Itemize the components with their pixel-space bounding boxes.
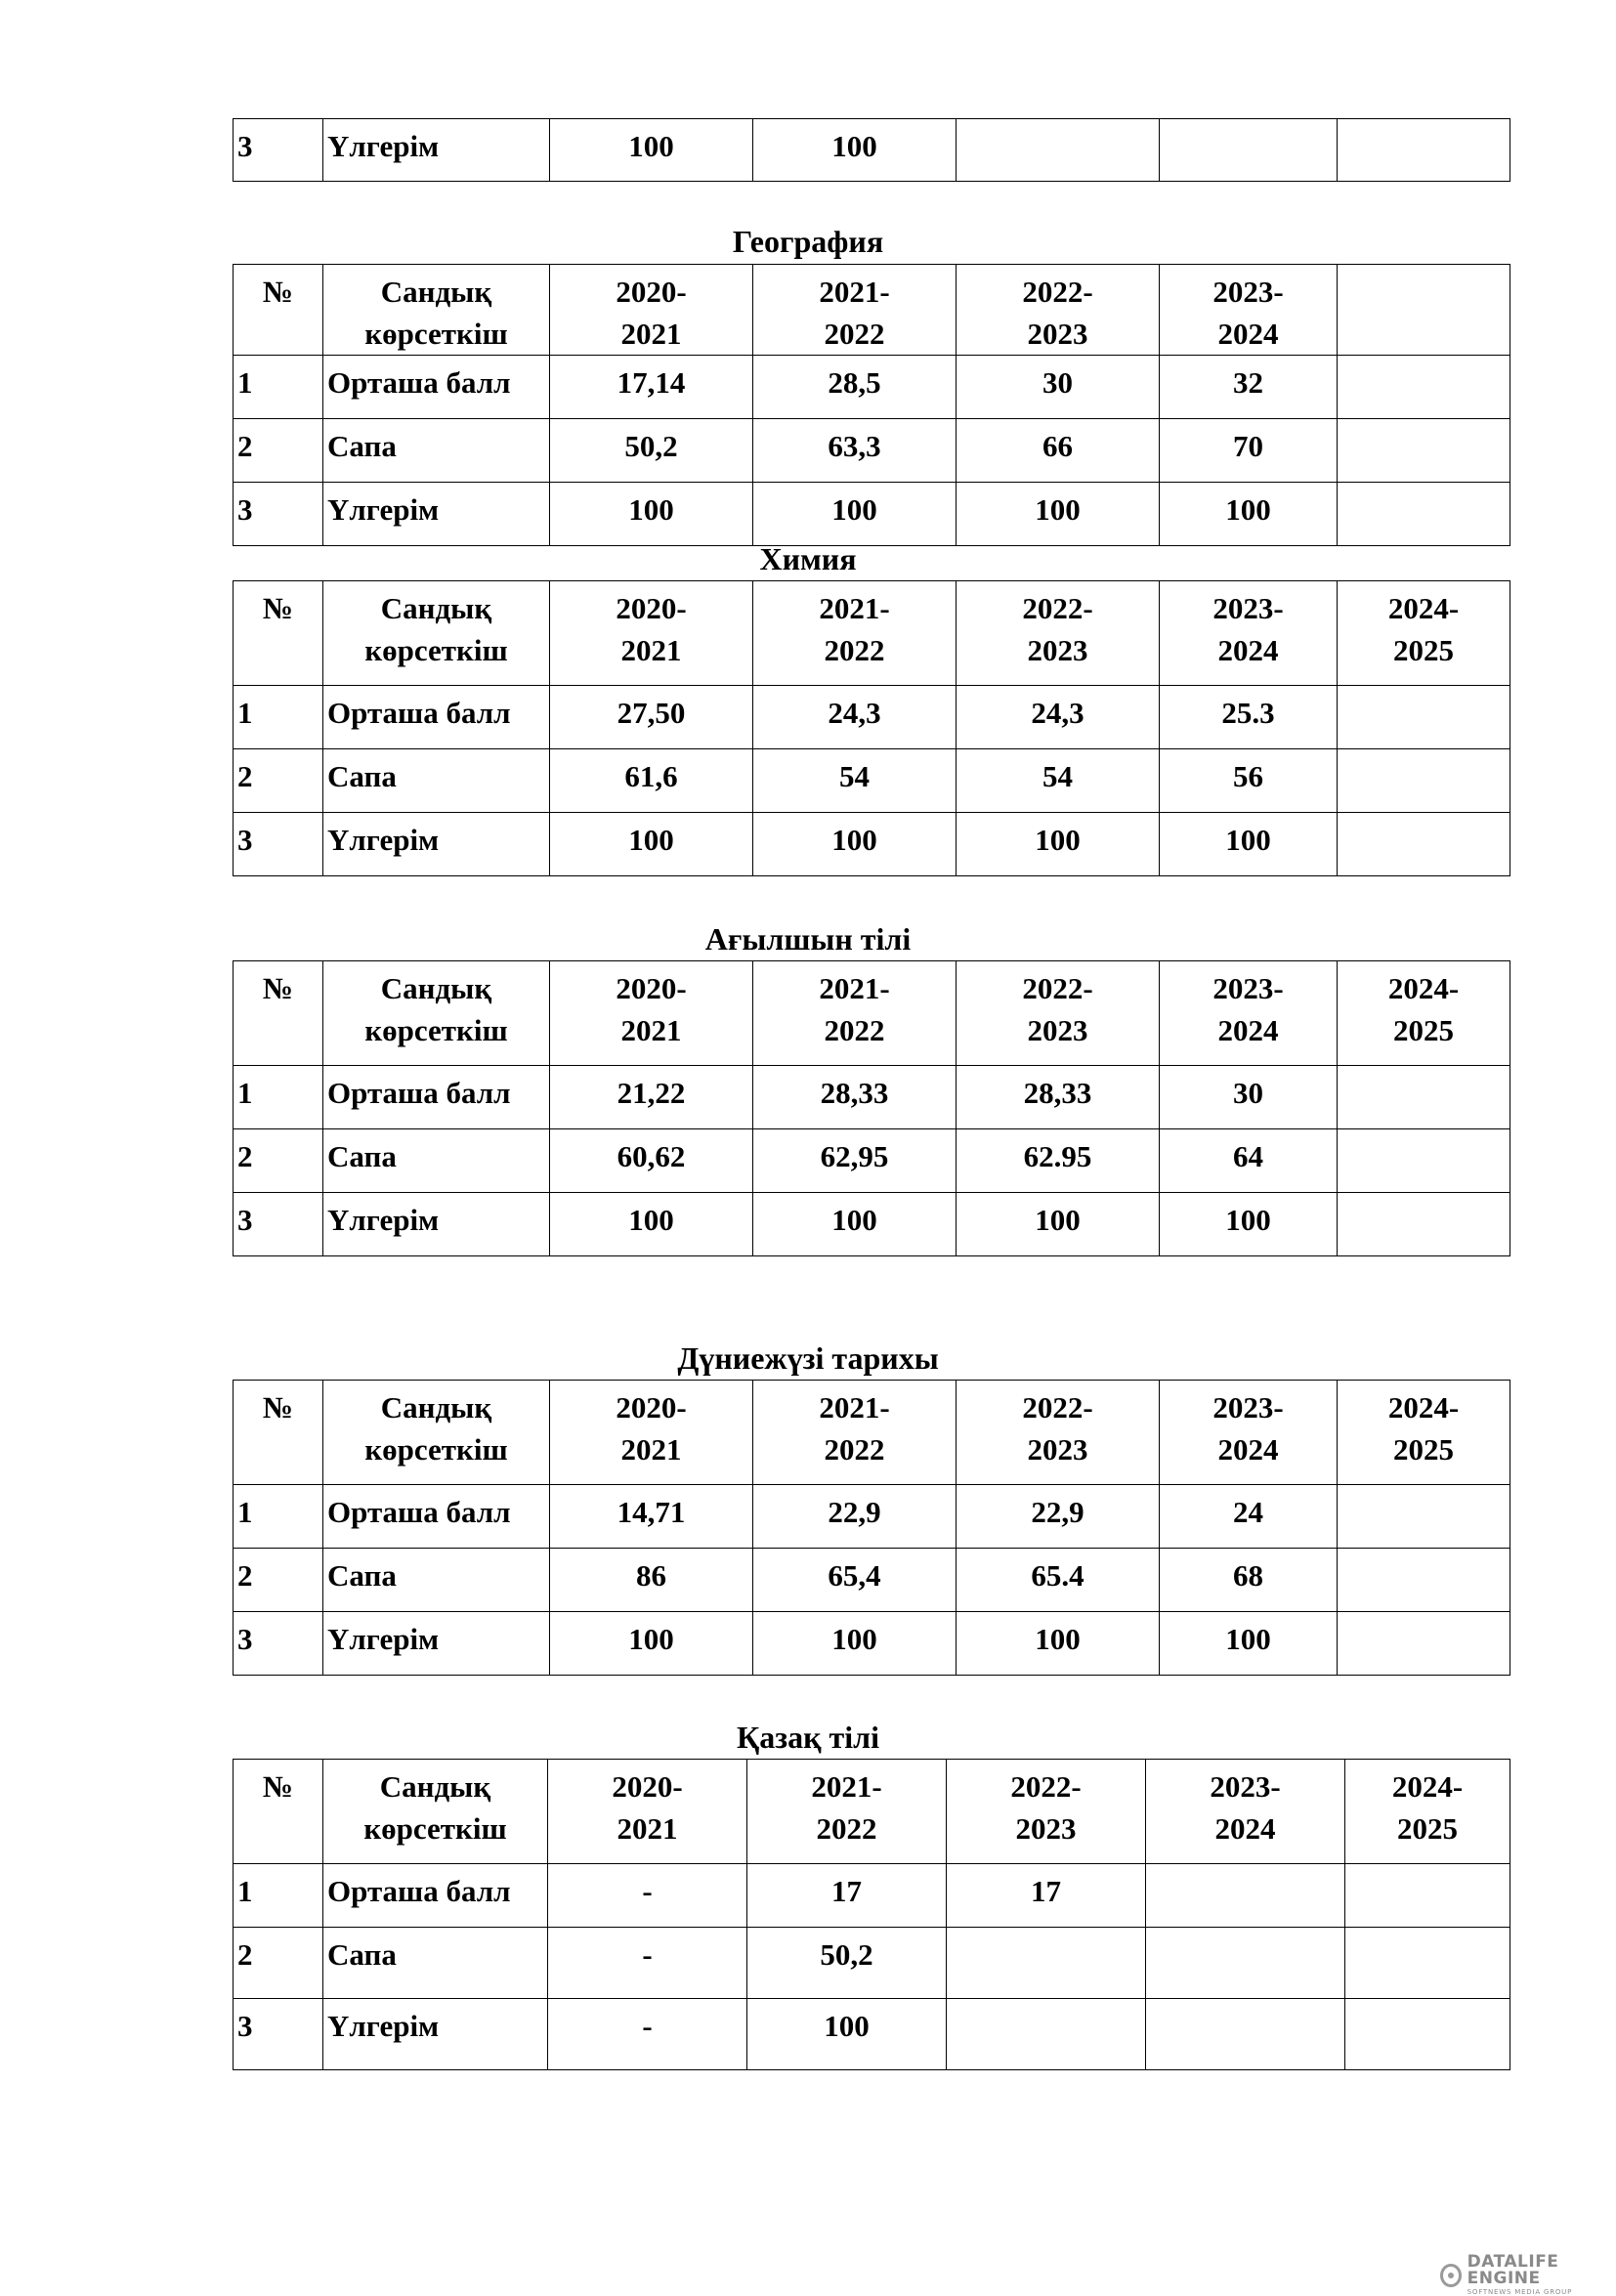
year-end: 2023: [1015, 1811, 1077, 1846]
year-start: 2021-: [819, 971, 890, 1005]
chemistry-table: [233, 580, 1510, 876]
row-label: Орташа балл: [323, 1485, 550, 1549]
year-end: 2022: [816, 1811, 877, 1846]
year-end: 2024: [1217, 633, 1279, 667]
cell-value: 100: [957, 483, 1160, 546]
cell-value: 66: [957, 419, 1160, 483]
cell-value: 60,62: [550, 1129, 753, 1193]
year-end: 2025: [1393, 1013, 1454, 1047]
header-label-line2: көрсеткіш: [364, 1432, 508, 1467]
header-year: [957, 581, 1160, 686]
cell-value: [1338, 1612, 1510, 1676]
row-number: 2: [234, 1549, 323, 1612]
header-label: [323, 581, 550, 686]
cell-value: 100: [753, 1193, 957, 1256]
cell-value: 25.3: [1160, 686, 1338, 749]
year-start: 2020-: [616, 591, 687, 625]
row-label: Сапа: [323, 419, 550, 483]
year-start: 2021-: [819, 1390, 890, 1424]
table-row: [234, 1485, 1510, 1549]
year-start: 2022-: [1022, 275, 1093, 309]
cell-value: 22,9: [753, 1485, 957, 1549]
cell-value: [1338, 686, 1510, 749]
year-start: 2023-: [1210, 1769, 1281, 1804]
header-year: [1338, 581, 1510, 686]
cell-value: [1338, 356, 1510, 419]
header-label-line2: көрсеткіш: [364, 1013, 508, 1047]
cell-value: 54: [753, 749, 957, 813]
header-label: [323, 1760, 548, 1864]
header-year: [1160, 581, 1338, 686]
header-number: №: [234, 1760, 323, 1864]
year-end: 2023: [1027, 1432, 1088, 1467]
year-start: 2021-: [819, 275, 890, 309]
year-end: 2024: [1217, 1432, 1279, 1467]
cell-value: 100: [550, 1612, 753, 1676]
row-label: Үлгерім: [323, 119, 550, 182]
header-year: [550, 265, 753, 356]
header-year: [548, 1760, 747, 1864]
cell-value: 56: [1160, 749, 1338, 813]
row-number: 2: [234, 1928, 323, 1999]
header-year: [550, 581, 753, 686]
cell-value: 27,50: [550, 686, 753, 749]
cell-value: [1345, 1864, 1510, 1928]
year-start: 2022-: [1022, 591, 1093, 625]
cell-value: 24: [1160, 1485, 1338, 1549]
year-start: 2024-: [1387, 971, 1460, 1005]
cell-value: [957, 119, 1160, 182]
year-start: 2020-: [616, 1390, 687, 1424]
cell-value: 100: [957, 1612, 1160, 1676]
cell-value: 64: [1160, 1129, 1338, 1193]
row-label: Үлгерім: [323, 1612, 550, 1676]
year-start: 2024-: [1391, 1769, 1464, 1804]
year-end: 2022: [824, 1432, 885, 1467]
cell-value: 50,2: [747, 1928, 947, 1999]
top-partial-table: [233, 118, 1510, 182]
cell-value: 100: [753, 813, 957, 876]
cell-value: 100: [957, 813, 1160, 876]
header-year-empty: [1338, 265, 1510, 356]
cell-value: [1338, 119, 1510, 182]
header-year: [550, 961, 753, 1066]
header-year: [1338, 961, 1510, 1066]
header-label-line1: Сандық: [379, 1769, 491, 1804]
year-end: 2021: [620, 633, 682, 667]
cell-value: 68: [1160, 1549, 1338, 1612]
header-year: [753, 581, 957, 686]
header-label-line1: Сандық: [380, 591, 492, 625]
cell-value: 61,6: [550, 749, 753, 813]
cell-value: 28,33: [957, 1066, 1160, 1129]
header-label: [323, 1381, 550, 1485]
header-label: [323, 265, 550, 356]
row-number: 3: [234, 813, 323, 876]
cell-value: 32: [1160, 356, 1338, 419]
header-row: [234, 961, 1510, 1066]
row-number: 3: [234, 483, 323, 546]
cell-value: [1338, 1193, 1510, 1256]
header-year: [753, 1381, 957, 1485]
row-label: Сапа: [323, 1129, 550, 1193]
header-year: [1345, 1760, 1510, 1864]
cell-value: [947, 1928, 1146, 1999]
year-end: 2024: [1214, 1811, 1276, 1846]
cell-value: 100: [753, 119, 957, 182]
year-end: 2023: [1027, 633, 1088, 667]
table-row: [234, 483, 1510, 546]
year-end: 2023: [1027, 1013, 1088, 1047]
watermark-sub-text: SOFTNEWS MEDIA GROUP: [1467, 2288, 1573, 2296]
row-number: 2: [234, 749, 323, 813]
cell-value: [1160, 119, 1338, 182]
year-end: 2024: [1217, 317, 1279, 351]
row-number: 1: [234, 1066, 323, 1129]
row-number: 2: [234, 1129, 323, 1193]
table-row: [234, 686, 1510, 749]
year-end: 2025: [1393, 1432, 1454, 1467]
cell-value: 100: [550, 119, 753, 182]
table-row: [234, 419, 1510, 483]
row-number: 2: [234, 419, 323, 483]
cell-value: 100: [747, 1999, 947, 2070]
row-number: 1: [234, 1485, 323, 1549]
year-end: 2022: [824, 317, 885, 351]
year-start: 2020-: [616, 971, 687, 1005]
cell-value: 28,33: [753, 1066, 957, 1129]
row-number: 3: [234, 119, 323, 182]
header-year: [1146, 1760, 1345, 1864]
english-table: [233, 960, 1510, 1256]
cell-value: 100: [1160, 1193, 1338, 1256]
year-start: 2023-: [1212, 1390, 1284, 1424]
year-start: 2023-: [1212, 275, 1284, 309]
cell-value: -: [548, 1999, 747, 2070]
watermark-text: [1467, 2254, 1616, 2296]
header-year: [753, 961, 957, 1066]
header-label-line2: көрсеткіш: [363, 1811, 507, 1846]
year-start: 2024-: [1387, 1390, 1460, 1424]
header-label-line1: Сандық: [380, 971, 492, 1005]
cell-value: 54: [957, 749, 1160, 813]
header-number: №: [234, 1381, 323, 1485]
cell-value: 86: [550, 1549, 753, 1612]
table-row: [234, 1129, 1510, 1193]
row-label: Сапа: [323, 1549, 550, 1612]
table-row: [234, 1999, 1510, 2070]
cell-value: 30: [1160, 1066, 1338, 1129]
table-row: [234, 1612, 1510, 1676]
cell-value: 50,2: [550, 419, 753, 483]
cell-value: [1338, 1129, 1510, 1193]
cell-value: -: [548, 1864, 747, 1928]
row-number: 3: [234, 1193, 323, 1256]
table-row: [234, 813, 1510, 876]
header-number: №: [234, 961, 323, 1066]
row-label: Орташа балл: [323, 356, 550, 419]
row-label: Орташа балл: [323, 686, 550, 749]
header-label-line2: көрсеткіш: [364, 633, 508, 667]
year-end: 2025: [1393, 633, 1454, 667]
header-row: [234, 1381, 1510, 1485]
year-end: 2024: [1217, 1013, 1279, 1047]
cell-value: [1338, 1066, 1510, 1129]
table-row: [234, 1549, 1510, 1612]
section-title-world-history: Дүниежүзі тарихы: [677, 1340, 939, 1376]
table-row: [234, 356, 1510, 419]
table-row: [234, 1928, 1510, 1999]
table-row: [234, 1864, 1510, 1928]
table-row: [234, 1193, 1510, 1256]
cell-value: 100: [753, 483, 957, 546]
header-row: [234, 581, 1510, 686]
year-start: 2023-: [1212, 591, 1284, 625]
datalife-engine-logo-icon: [1440, 2264, 1462, 2287]
header-label-line2: көрсеткіш: [364, 317, 508, 351]
cell-value: 70: [1160, 419, 1338, 483]
year-start: 2022-: [1022, 1390, 1093, 1424]
header-year: [1338, 1381, 1510, 1485]
year-end: 2022: [824, 633, 885, 667]
geography-table: [233, 264, 1510, 546]
header-year: [1160, 1381, 1338, 1485]
section-title-geography: География: [732, 224, 884, 259]
row-label: Үлгерім: [323, 813, 550, 876]
watermark: [1440, 2254, 1616, 2296]
row-label: Үлгерім: [323, 1999, 548, 2070]
year-end: 2021: [620, 317, 682, 351]
header-label-line1: Сандық: [380, 275, 492, 309]
cell-value: 30: [957, 356, 1160, 419]
cell-value: 17: [947, 1864, 1146, 1928]
header-year: [753, 265, 957, 356]
header-year: [957, 265, 1160, 356]
year-end: 2021: [620, 1013, 682, 1047]
year-end: 2021: [620, 1432, 682, 1467]
row-number: 1: [234, 686, 323, 749]
header-year: [550, 1381, 753, 1485]
cell-value: 100: [550, 1193, 753, 1256]
header-label: [323, 961, 550, 1066]
cell-value: [1338, 1485, 1510, 1549]
cell-value: 100: [1160, 813, 1338, 876]
cell-value: [1338, 483, 1510, 546]
year-start: 2024-: [1387, 591, 1460, 625]
row-number: 1: [234, 1864, 323, 1928]
row-label: Орташа балл: [323, 1066, 550, 1129]
cell-value: [1345, 1999, 1510, 2070]
header-year: [957, 961, 1160, 1066]
cell-value: 17,14: [550, 356, 753, 419]
cell-value: 17: [747, 1864, 947, 1928]
row-number: 1: [234, 356, 323, 419]
cell-value: [1338, 1549, 1510, 1612]
cell-value: 100: [550, 813, 753, 876]
row-number: 3: [234, 1612, 323, 1676]
cell-value: 21,22: [550, 1066, 753, 1129]
cell-value: 14,71: [550, 1485, 753, 1549]
year-end: 2021: [617, 1811, 678, 1846]
watermark-main-text: DATALIFE ENGINE: [1467, 2252, 1559, 2288]
year-start: 2021-: [811, 1769, 882, 1804]
world-history-table: [233, 1380, 1510, 1676]
year-start: 2023-: [1212, 971, 1284, 1005]
header-number: №: [234, 581, 323, 686]
kazakh-table: [233, 1759, 1510, 2070]
cell-value: [1338, 813, 1510, 876]
header-row: [234, 1760, 1510, 1864]
section-title-kazakh: Қазақ тілі: [737, 1720, 879, 1755]
table-row: [234, 749, 1510, 813]
table-row: [234, 119, 1510, 182]
cell-value: -: [548, 1928, 747, 1999]
row-label: Сапа: [323, 749, 550, 813]
header-year: [947, 1760, 1146, 1864]
header-number: №: [234, 265, 323, 356]
cell-value: 100: [1160, 1612, 1338, 1676]
header-year: [1160, 265, 1338, 356]
cell-value: [1146, 1928, 1345, 1999]
cell-value: [1338, 749, 1510, 813]
cell-value: [1146, 1864, 1345, 1928]
cell-value: [1146, 1999, 1345, 2070]
cell-value: 100: [1160, 483, 1338, 546]
row-label: Орташа балл: [323, 1864, 548, 1928]
cell-value: 65,4: [753, 1549, 957, 1612]
section-title-english: Ағылшын тілі: [704, 921, 912, 957]
cell-value: 24,3: [957, 686, 1160, 749]
row-number: 3: [234, 1999, 323, 2070]
cell-value: 62.95: [957, 1129, 1160, 1193]
cell-value: [1338, 419, 1510, 483]
header-year: [957, 1381, 1160, 1485]
cell-value: 100: [957, 1193, 1160, 1256]
cell-value: 100: [550, 483, 753, 546]
header-year: [747, 1760, 947, 1864]
section-title-chemistry: Химия: [759, 541, 857, 576]
header-row: [234, 265, 1510, 356]
row-label: Сапа: [323, 1928, 548, 1999]
cell-value: 65.4: [957, 1549, 1160, 1612]
year-start: 2020-: [612, 1769, 683, 1804]
cell-value: [947, 1999, 1146, 2070]
header-year: [1160, 961, 1338, 1066]
year-start: 2021-: [819, 591, 890, 625]
year-end: 2025: [1397, 1811, 1458, 1846]
cell-value: 62,95: [753, 1129, 957, 1193]
row-label: Үлгерім: [323, 483, 550, 546]
row-label: Үлгерім: [323, 1193, 550, 1256]
year-start: 2022-: [1010, 1769, 1082, 1804]
cell-value: [1345, 1928, 1510, 1999]
cell-value: 28,5: [753, 356, 957, 419]
table-row: [234, 1066, 1510, 1129]
year-start: 2020-: [616, 275, 687, 309]
year-end: 2023: [1027, 317, 1088, 351]
year-start: 2022-: [1022, 971, 1093, 1005]
cell-value: 100: [753, 1612, 957, 1676]
year-end: 2022: [824, 1013, 885, 1047]
cell-value: 24,3: [753, 686, 957, 749]
cell-value: 22,9: [957, 1485, 1160, 1549]
cell-value: 63,3: [753, 419, 957, 483]
header-label-line1: Сандық: [380, 1390, 492, 1424]
